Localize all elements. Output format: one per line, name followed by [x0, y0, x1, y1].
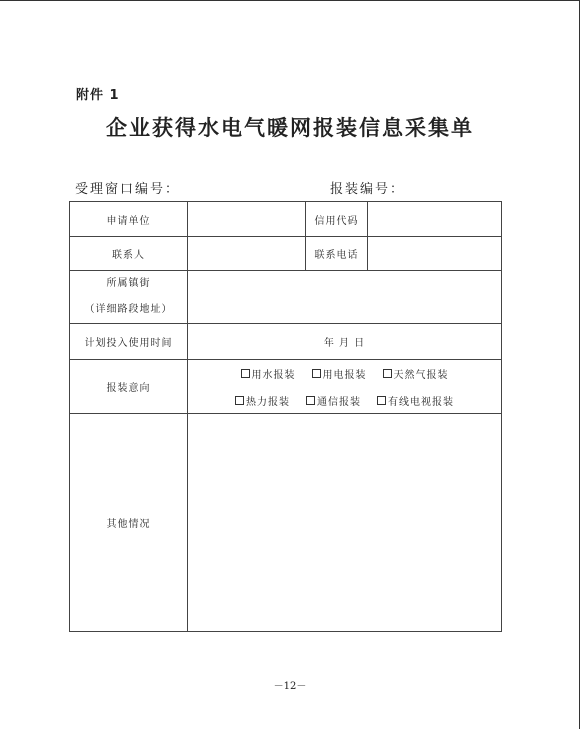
application-number-label: 报装编号： — [330, 182, 406, 197]
checkbox-icon[interactable] — [383, 369, 392, 378]
info-collection-form — [69, 201, 502, 632]
option-water[interactable]: 用水报装 — [241, 366, 296, 381]
other-info-label: 其他情况 — [70, 414, 188, 632]
page-top-border — [0, 0, 580, 1]
option-cable-tv[interactable]: 有线电视报装 — [377, 393, 454, 408]
planned-date-label: 计划投入使用时间 — [70, 324, 188, 360]
option-electricity[interactable]: 用电报装 — [312, 366, 367, 381]
contact-person-label: 联系人 — [70, 237, 188, 271]
checkbox-icon[interactable] — [312, 369, 321, 378]
page-number: －12－ — [273, 681, 307, 692]
address-label: （详细路段地址） — [84, 304, 173, 315]
town-address-label — [70, 271, 188, 324]
credit-code-field[interactable] — [368, 202, 502, 237]
contact-phone-label: 联系电话 — [306, 237, 368, 271]
contact-phone-field[interactable] — [368, 237, 502, 271]
document-title: 企业获得水电气暖网报装信息采集单 — [106, 115, 474, 140]
checkbox-icon[interactable] — [235, 396, 244, 405]
window-number-label: 受理窗口编号： — [75, 182, 181, 197]
intent-options — [188, 360, 502, 414]
option-heating[interactable]: 热力报装 — [235, 393, 290, 408]
contact-person-field[interactable] — [188, 237, 306, 271]
option-telecom[interactable]: 通信报装 — [306, 393, 361, 408]
checkbox-icon[interactable] — [306, 396, 315, 405]
attachment-label: 附件 1 — [76, 88, 120, 103]
planned-date-field[interactable]: 年 月 日 — [188, 324, 502, 360]
credit-code-label: 信用代码 — [306, 202, 368, 237]
other-info-field[interactable] — [188, 414, 502, 632]
checkbox-icon[interactable] — [377, 396, 386, 405]
intent-label: 报装意向 — [70, 360, 188, 414]
applicant-unit-label: 申请单位 — [70, 202, 188, 237]
option-gas[interactable]: 天然气报装 — [383, 366, 449, 381]
applicant-unit-field[interactable] — [188, 202, 306, 237]
town-address-field[interactable] — [188, 271, 502, 324]
town-label: 所属镇街 — [106, 278, 151, 289]
checkbox-icon[interactable] — [241, 369, 250, 378]
